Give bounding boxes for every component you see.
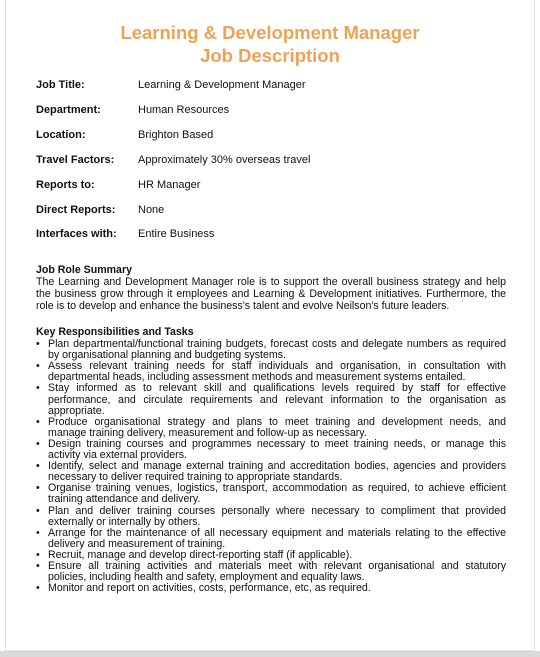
responsibility-line: Identify, select and manage external training and accreditation bodies, agencies and providers bbox=[48, 460, 506, 473]
bullet-marker: • bbox=[36, 526, 40, 539]
responsibility-line: Recruit, manage and develop direct-reporting staff (if applicable). bbox=[48, 548, 353, 561]
info-value: Human Resources bbox=[138, 104, 230, 116]
responsibility-line: Design training courses and programmes necessary to meet training needs, or manage this bbox=[48, 437, 506, 450]
bullet-marker: • bbox=[36, 360, 40, 373]
responsibility-line: Plan departmental/functional training budgets, forecast costs and delegate numbers as required bbox=[48, 338, 506, 350]
info-value: HR Manager bbox=[138, 179, 201, 191]
bullet-marker: • bbox=[36, 548, 40, 561]
responsibilities-heading: Key Responsibilities and Tasks bbox=[36, 326, 194, 338]
responsibility-line: Ensure all training activities and materials meet with relevant organisational and statutory bbox=[48, 560, 506, 572]
responsibility-line: Monitor and report on activities, costs, performance, etc, as required. bbox=[48, 582, 371, 595]
bottom-band bbox=[0, 651, 540, 657]
summary-line: the business grow through it employees and Learning & Development initiatives. Furthermore, the bbox=[36, 288, 506, 300]
responsibility-line: Arrange for the maintenance of all necessary equipment and materials relating to the effective bbox=[48, 526, 506, 539]
info-label: Department: bbox=[36, 104, 101, 116]
info-label: Travel Factors: bbox=[36, 154, 115, 166]
summary-line: The Learning and Development Manager role is to support the overall business strategy and help bbox=[36, 276, 506, 288]
responsibility-line: Stay informed as to relevant skill and qualifications levels required by staff for effective bbox=[48, 382, 506, 395]
responsibility-line: departmental heads, including assessment methods and measurement systems entailed. bbox=[48, 371, 466, 384]
info-label: Reports to: bbox=[36, 179, 95, 191]
bullet-marker: • bbox=[36, 338, 40, 350]
bullet-marker: • bbox=[36, 382, 40, 395]
responsibility-line: by organisational planning and budgeting systems. bbox=[48, 349, 286, 362]
responsibility-line: performance, and circulate requirements and relevant information to the organisation as bbox=[48, 393, 506, 406]
info-label: Direct Reports: bbox=[36, 204, 116, 216]
responsibility-line: appropriate. bbox=[48, 404, 105, 417]
responsibility-line: Plan and deliver training courses personally where necessary to compliment that provided bbox=[48, 504, 506, 517]
responsibility-line: Organise training venues, logistics, transport, accommodation as required, to achieve efficient bbox=[48, 482, 506, 495]
responsibility-line: Assess relevant training needs for staff individuals and organisation, in consultation with bbox=[48, 360, 506, 373]
responsibility-line: activity via external providers. bbox=[48, 449, 187, 461]
bullet-marker: • bbox=[36, 504, 40, 517]
bullet-marker: • bbox=[36, 437, 40, 450]
info-label: Location: bbox=[36, 129, 86, 141]
responsibility-line: necessary to deliver required training to appropriate standards. bbox=[48, 471, 343, 484]
document-subtitle: Job Description bbox=[200, 45, 340, 66]
summary-line: role is to develop and enhance the business's talent and evolve Neilson's future leaders. bbox=[36, 300, 450, 312]
summary-heading: Job Role Summary bbox=[36, 264, 132, 276]
info-value: Brighton Based bbox=[138, 129, 214, 141]
responsibility-line: manage training delivery, measurement and follow-up as necessary. bbox=[48, 426, 367, 439]
responsibility-line: Produce organisational strategy and plans to meet training and development needs, and bbox=[48, 415, 506, 428]
responsibility-line: training attendance and delivery. bbox=[48, 493, 201, 506]
responsibility-line: policies, including health and safety, employment and equality laws. bbox=[48, 571, 365, 584]
bullet-marker: • bbox=[36, 560, 40, 572]
info-label: Job Title: bbox=[36, 79, 85, 91]
info-value: Approximately 30% overseas travel bbox=[138, 154, 311, 166]
info-value: Learning & Development Manager bbox=[138, 79, 306, 91]
bullet-marker: • bbox=[36, 582, 40, 595]
bullet-marker: • bbox=[36, 482, 40, 495]
document-title: Learning & Development Manager bbox=[120, 22, 420, 43]
responsibility-line: delivery and measurement of training. bbox=[48, 537, 226, 550]
info-label: Interfaces with: bbox=[36, 228, 117, 240]
bullet-marker: • bbox=[36, 415, 40, 428]
bullet-marker: • bbox=[36, 460, 40, 473]
info-value: Entire Business bbox=[138, 228, 215, 240]
info-value: None bbox=[138, 204, 165, 216]
responsibility-line: externally or internally by others. bbox=[48, 515, 201, 528]
